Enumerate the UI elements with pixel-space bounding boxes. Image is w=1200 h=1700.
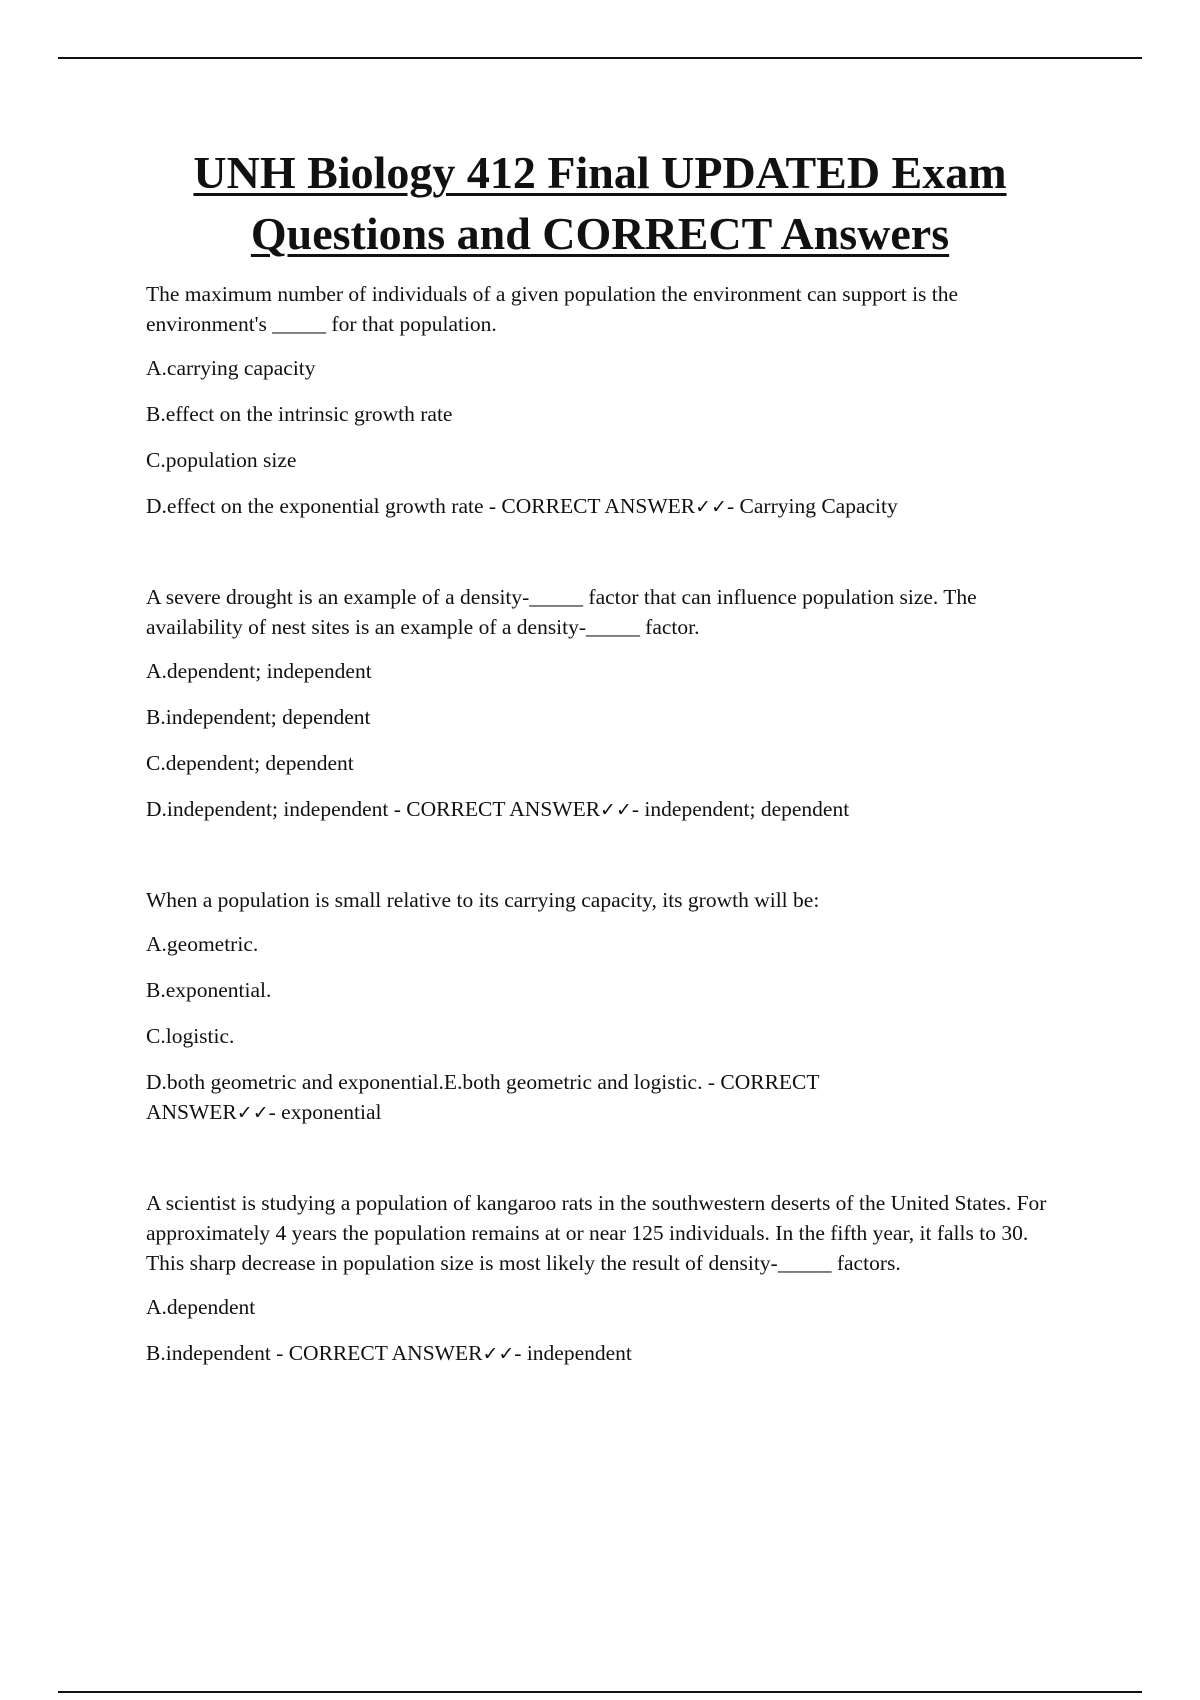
answer-option: C.population size xyxy=(146,448,297,472)
answer-option: A.dependent; independent xyxy=(146,659,372,683)
answer-option-text: D.both geometric and exponential.E.both geometric and logistic. - CORRECT ANSWER xyxy=(146,1070,820,1124)
document-body xyxy=(146,279,1066,1429)
double-checkmark-icon: ✓✓ xyxy=(236,1102,269,1124)
double-checkmark-icon: ✓✓ xyxy=(695,496,727,518)
answer-option: A.dependent xyxy=(146,1295,256,1319)
correct-answer: - independent; dependent xyxy=(631,797,850,821)
answer-option: A.geometric. xyxy=(146,932,259,956)
answer-option: C.dependent; dependent xyxy=(146,751,354,775)
correct-answer: - Carrying Capacity xyxy=(727,494,898,518)
question-block xyxy=(146,885,1066,1128)
question-text: A severe drought is an example of a density-_____ factor that can influence population size. The availability of nest sites is an example of a density-_____ factor. xyxy=(146,585,977,639)
answer-option: A.carrying capacity xyxy=(146,356,316,380)
correct-answer: - independent xyxy=(514,1341,632,1365)
answer-option-with-correct-answer xyxy=(146,794,1066,825)
double-checkmark-icon: ✓✓ xyxy=(482,1343,515,1365)
bottom-rule xyxy=(58,1691,1142,1693)
answer-option-with-correct-answer xyxy=(146,491,1066,522)
top-rule xyxy=(58,57,1142,59)
answer-option-text: D.effect on the exponential growth rate - CORRECT ANSWER xyxy=(146,494,696,518)
title-line-2: Questions and CORRECT Answers xyxy=(250,208,950,259)
title-line-1: UNH Biology 412 Final UPDATED Exam xyxy=(193,147,1007,198)
question-block xyxy=(146,582,1066,825)
answer-option-text: D.independent; independent - CORRECT ANSWER xyxy=(146,797,601,821)
answer-option: B.effect on the intrinsic growth rate xyxy=(146,402,453,426)
answer-option-with-correct-answer xyxy=(146,1067,906,1128)
correct-answer: - exponential xyxy=(268,1100,382,1124)
answer-option: C.logistic. xyxy=(146,1024,235,1048)
question-block xyxy=(146,279,1066,522)
answer-option-with-correct-answer xyxy=(146,1338,1066,1369)
question-text: A scientist is studying a population of kangaroo rats in the southwestern deserts of the United States. For approximately 4 years the population remains at or near 125 individuals. In the fifth year, it falls to 30. This sharp decrease in population size is most likely the result of density-_____ factors. xyxy=(146,1191,1047,1275)
question-text: When a population is small relative to its carrying capacity, its growth will be: xyxy=(146,888,820,912)
question-text: The maximum number of individuals of a given population the environment can support is the environment's _____ for that population. xyxy=(146,282,959,336)
double-checkmark-icon: ✓✓ xyxy=(600,799,632,821)
document-title xyxy=(60,142,1140,264)
answer-option: B.independent; dependent xyxy=(146,705,371,729)
answer-option: B.exponential. xyxy=(146,978,272,1002)
question-block xyxy=(146,1188,1066,1369)
answer-option-text: B.independent - CORRECT ANSWER xyxy=(146,1341,483,1365)
